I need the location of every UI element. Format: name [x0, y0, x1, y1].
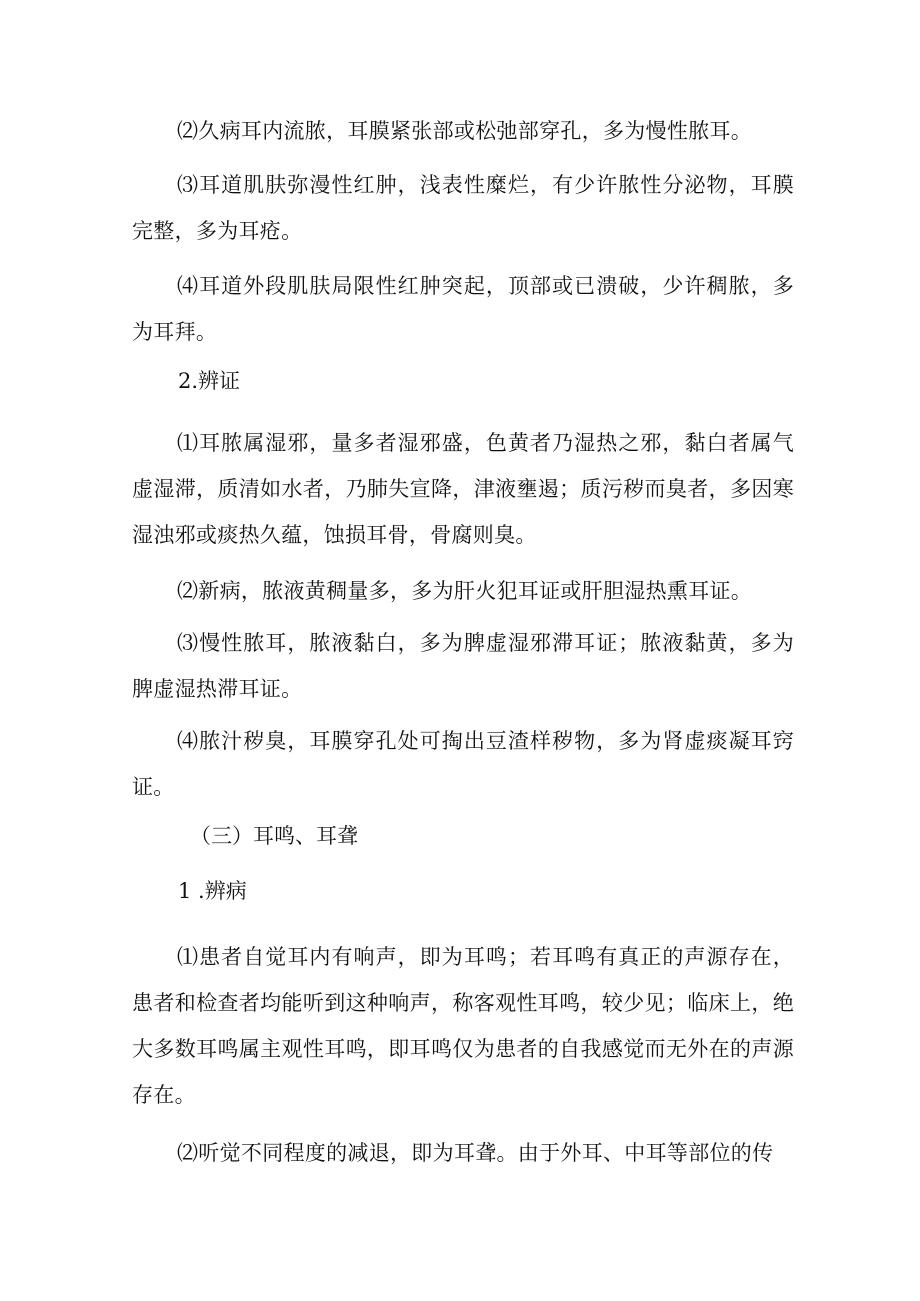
paragraph-ear-canal-eczema: ⑶耳道肌肤弥漫性红肿，浅表性糜烂，有少许脓性分泌物，耳膜完整，多为耳疮。	[132, 173, 794, 243]
paragraph-tinnitus-definition: ⑴患者自觉耳内有响声，即为耳鸣；若耳鸣有真正的声源存在，患者和检查者均能听到这种响声，称客观性耳鸣，较少见；临床上，绝大多数耳鸣属主观性耳鸣，即耳鸣仅为患者的自我感觉而无外在的声源存在。	[132, 945, 794, 1107]
paragraph-chronic-suppurative-otitis: ⑵久病耳内流脓，耳膜紧张部或松弛部穿孔，多为慢性脓耳。	[177, 119, 753, 143]
section-heading-differentiation: 2.辨证	[178, 369, 241, 393]
subsection-heading-disease-identification: 1 .辨病	[178, 879, 247, 903]
paragraph-ear-furuncle: ⑷耳道外段肌肤局限性红肿突起，顶部或已溃破，少许稠脓，多为耳拜。	[132, 274, 794, 344]
section-heading-tinnitus-deafness: （三）耳鸣、耳聋	[190, 824, 358, 848]
paragraph-foul-pus: ⑷脓汁秽臭，耳膜穿孔处可掏出豆渣样秽物，多为肾虚痰凝耳窍证。	[132, 729, 794, 799]
paragraph-pus-dampness: ⑴耳脓属湿邪，量多者湿邪盛，色黄者乃湿热之邪，黏白者属气虚湿滞，质清如水者，乃肺失宣降，津液壅遏；质污秽而臭者，多因寒湿浊邪或痰热久蕴，蚀损耳骨，骨腐则臭。	[132, 431, 794, 547]
paragraph-hearing-loss-definition: ⑵听觉不同程度的减退，即为耳聋。由于外耳、中耳等部位的传	[177, 1141, 774, 1165]
paragraph-chronic-pus-ear: ⑶慢性脓耳，脓液黏白，多为脾虚湿邪滞耳证；脓液黏黄，多为脾虚湿热滞耳证。	[132, 631, 794, 701]
paragraph-new-disease: ⑵新病，脓液黄稠量多，多为肝火犯耳证或肝胆湿热熏耳证。	[177, 579, 753, 603]
